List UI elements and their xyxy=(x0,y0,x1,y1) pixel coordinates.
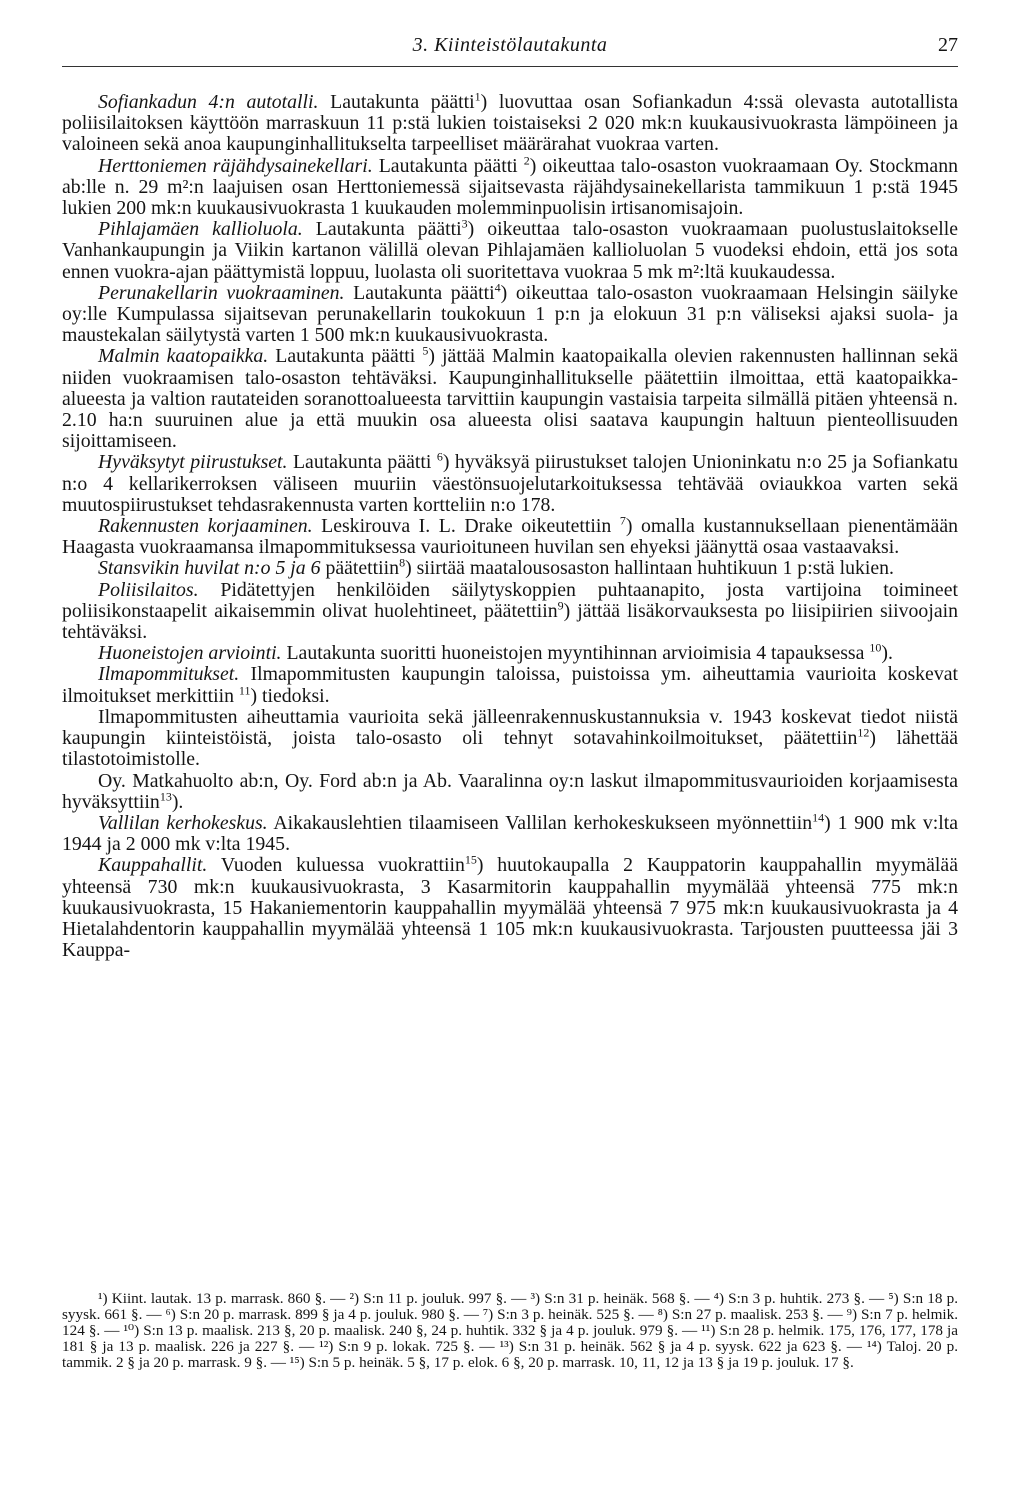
paragraph xyxy=(62,664,958,706)
paragraph-text-rest: ) lähettää tilastotoimistolle. xyxy=(62,727,958,771)
body-text xyxy=(62,89,958,962)
footnote-ref: 12 xyxy=(857,725,870,740)
paragraph-title: Kauppahallit. xyxy=(98,854,208,877)
paragraph xyxy=(62,513,958,559)
footnote-ref: 13 xyxy=(159,789,172,804)
paragraph xyxy=(62,89,958,156)
paragraph-text: Lautakunta päätti xyxy=(268,345,423,368)
paragraph-title: Stansvikin huvilat n:o 5 ja 6 xyxy=(98,557,321,580)
paragraph-text-rest: ). xyxy=(171,790,184,813)
paragraph-text: Ilmapommitusten aiheuttamia vaurioita sekä jälleenrakennuskustannuksia v. 1943 koskevat tiedot niistä kaupungin kiinteistöistä, joista talo-osasto oli tehnyt sotavahinkoilmoitukset, päätettiin xyxy=(62,705,958,750)
paragraph-title: Malmin kaatopaikka. xyxy=(98,345,269,368)
paragraph-text: Oy. Matkahuolto ab:n, Oy. Ford ab:n ja Ab. Vaaralinna oy:n laskut ilmapommitusvaurioiden korjaamisesta hyväksyttiin xyxy=(62,769,958,813)
paragraph-text-rest: ) hyväksyä piirustukset talojen Unioninkatu n:o 25 ja Sofiankatu n:o 4 kellarikerroksen väliseen muuriin väestönsuojelutarkoituksessa tehtävää oviaukkoa varten sekä muutospiirustukset tehdasrakennusta varten kortteliin n:o 178. xyxy=(62,451,958,516)
paragraph-text-rest: ) 1 900 mk v:lta 1944 ja 2 000 mk v:lta 1945. xyxy=(62,811,958,856)
paragraph-text: Vuoden kuluessa vuokrattiin xyxy=(207,854,465,877)
footnote-ref: 10 xyxy=(869,640,882,655)
paragraph xyxy=(62,280,958,347)
paragraph-text-rest: ) jättää lisäkorvauksesta po liisipiirien siivoojain tehtäväksi. xyxy=(62,599,958,644)
paragraph xyxy=(62,852,958,962)
footnote-ref: 2 xyxy=(523,153,530,168)
page-header xyxy=(62,34,958,64)
paragraph-title: Vallilan kerhokeskus. xyxy=(98,811,268,834)
paragraph xyxy=(62,771,958,813)
footnote-ref: 7 xyxy=(619,513,626,528)
paragraph-title: Rakennusten korjaaminen. xyxy=(98,515,313,538)
paragraph xyxy=(62,640,958,665)
paragraph-text: Lautakunta päätti xyxy=(372,154,524,177)
footnote-ref: 3 xyxy=(461,216,468,231)
paragraph-title: Pihlajamäen kallioluola. xyxy=(98,218,303,241)
paragraph-title: Poliisilaitos. xyxy=(98,578,199,601)
footnote-ref: 8 xyxy=(399,555,406,570)
paragraph-text: Lautakunta päätti xyxy=(318,91,475,113)
paragraph-title: Huoneistojen arviointi. xyxy=(98,642,282,665)
paragraph xyxy=(62,555,958,580)
paragraph-text-rest: ) jättää Malmin kaatopaikalla olevien rakennusten hallinnan sekä niiden vuokraamisen talo-osaston tehtäväksi. Kaupunginhallitukselle päätettiin ilmoittaa, että kaatopaikka-alueesta ja valtion rautateiden soranottoalueesta tarvittiin kaupungin vastaisia tarpeita silmällä pitäen yhteensä n. 2.10 ha:n suuruinen alue ja että muukin osa alueesta olisi saatava kaupungin haltuun pienteollisuuden sijoittamiseen. xyxy=(62,345,958,453)
paragraph xyxy=(62,707,958,771)
paragraph xyxy=(62,343,958,453)
paragraph xyxy=(62,153,958,220)
paragraph-text-rest: ). xyxy=(881,642,893,665)
paragraph-title: Hyväksytyt piirustukset. xyxy=(98,451,288,474)
footnotes-text: ¹) Kiint. lautak. 13 p. marrask. 860 §. — ²) S:n 11 p. jouluk. 997 §. — ³) S:n 31 p. heinäk. 568 §. — ⁴) S:n 3 p. huhtik. 273 §. — ⁵) S:n 18 p. syysk. 661 §. — ⁶) S:n 20 p. marrask. 899 § ja 4 p. jouluk. 980 §. — ⁷) S:n 3 p. heinäk. 525 §. — ⁸) S:n 27 p. maalisk. 253 §. — ⁹) S:n 7 p. helmik. 124 §. — ¹⁰) S:n 13 p. maalisk. 213 §, 20 p. maalisk. 240 §, 24 p. huhtik. 332 § ja 4 p. jouluk. 979 §. — ¹¹) S:n 28 p. helmik. 175, 176, 177, 178 ja 181 § ja 13 p. maalisk. 226 ja 227 §. — ¹²) S:n 9 p. lokak. 725 §. — ¹³) S:n 31 p. heinäk. 562 § ja 4 p. syysk. 622 ja 623 §. — ¹⁴) Taloj. 20 p. tammik. 2 § ja 20 p. marrask. 9 §. — ¹⁵) S:n 5 p. heinäk. 5 §, 17 p. elok. 6 §, 20 p. marrask. 10, 11, 12 ja 13 § ja 19 p. jouluk. 17 §. xyxy=(62,1290,958,1372)
paragraph-text-rest: ) huutokaupalla 2 Kauppatorin kauppahallin myymälää yhteensä 730 mk:n kuukausivuokrasta, 3 Kasarmitorin kauppahallin myymälää yhteensä 775 mk:n kuukausivuokrasta, 15 Hakaniementorin kauppahallin myymälää yhteensä 7 975 mk:n kuukausivuokrasta ja 4 Hietalahdentorin kauppahallin myymälää yhteensä 1 105 mk:n kuukausivuokrasta. Tarjousten puutteessa jäi 3 Kauppa- xyxy=(62,854,958,962)
paragraph-text-rest: ) tiedoksi. xyxy=(250,684,330,707)
paragraph-text: päätettiin xyxy=(320,557,400,580)
footnote-ref: 1 xyxy=(474,89,481,104)
paragraph-text-rest: ) luovuttaa osan Sofiankadun 4:ssä olevasta autotallista poliisilaitoksen käyttöön marraskuun 11 p:stä lukien toistaiseksi 2 020 mk:n kuukausivuokrasta lämpöineen ja valoineen sekä anoa kaupunginhallitukselta tarpeelliset määrärahat vuokraa varten. xyxy=(62,91,958,156)
paragraph-text: Lautakunta päätti xyxy=(287,451,437,474)
paragraph-text: Lautakunta päätti xyxy=(344,281,495,304)
paragraph-text: Aikakauslehtien tilaamiseen Vallilan kerhokeskukseen myönnettiin xyxy=(267,811,813,834)
paragraph-text: Lautakunta päätti xyxy=(302,218,462,241)
paragraph-title: Ilmapommitukset. xyxy=(98,663,240,686)
paragraph xyxy=(62,810,958,856)
paragraph-title: Herttoniemen räjähdysainekellari. xyxy=(98,154,373,177)
paragraph-text-rest: ) omalla kustannuksellaan pienentämään Haagasta vuokraamansa ilmapommituksessa vaurioituneen huvilan sen ehyeksi jäänyttä osaa vastaavaksi. xyxy=(62,515,958,559)
paragraph-title: Perunakellarin vuokraaminen. xyxy=(98,281,345,304)
footnote-ref: 9 xyxy=(557,598,564,613)
page-number: 27 xyxy=(938,34,958,56)
footnote-ref: 11 xyxy=(238,683,251,698)
paragraph-text-rest: ) oikeuttaa talo-osaston vuokraamaan Oy. Stockmann ab:lle n. 29 m²:n laajuisen osan Herttoniemessä sijaitsevasta räjähdysainekellarista tammikuun 1 p:stä 1945 lukien 200 mk:n kuukausivuokrasta 1 kuukauden molemminpuolisin irtisanomisajoin. xyxy=(62,154,958,220)
paragraph xyxy=(62,216,958,283)
footnote-ref: 14 xyxy=(812,810,825,825)
paragraph-text: Leskirouva I. L. Drake oikeutettiin xyxy=(312,515,620,538)
paragraph-text: Lautakunta suoritti huoneistojen myyntihinnan arvioimisia 4 tapauksessa xyxy=(281,642,870,665)
footnote-ref: 6 xyxy=(436,449,443,464)
footnote-ref: 5 xyxy=(422,343,429,358)
paragraph-title: Sofiankadun 4:n autotalli. xyxy=(98,91,319,113)
paragraph xyxy=(62,449,958,516)
footnote-ref: 4 xyxy=(494,280,501,295)
paragraph-text-rest: ) oikeuttaa talo-osaston vuokraamaan Helsingin säilyke oy:lle Kumpulassa sijaitsevan perunakellarin toukokuun 1 p:n ja elokuun 31 p:n väliseksi ajaksi suola- ja maustekalan säilytystä varten 1 500 mk:n kuukausivuokrasta. xyxy=(62,281,958,347)
paragraph-text-rest: ) oikeuttaa talo-osaston vuokraamaan puolustuslaitokselle Vanhankaupungin ja Viikin kartanon välillä olevan Pihlajamäen kallioluolan 5 vuodeksi ehdoin, että jos sota ennen vuokra-ajan päättymistä loppuu, luolasta oli suoritettava vuokraa 5 mk m²:ltä kuukaudessa. xyxy=(62,218,958,283)
footnote-ref: 15 xyxy=(464,852,477,867)
paragraph xyxy=(62,580,958,644)
header-rule xyxy=(62,66,958,67)
paragraph-text: Ilmapommitusten kaupungin taloissa, puistoissa ym. aiheuttamia vaurioita koskevat ilmoitukset merkittiin xyxy=(62,663,958,707)
section-title: 3. Kiinteistölautakunta xyxy=(412,34,608,56)
paragraph-text: Pidätettyjen henkilöiden säilytyskoppien puhtaanapito, josta vartijoina toimineet poliisikonstaapelit aikaisemmin olivat huolehtineet, päätettiin xyxy=(62,578,958,622)
footnotes xyxy=(62,1291,958,1371)
paragraph-text-rest: ) siirtää maatalousosaston hallintaan huhtikuun 1 p:stä lukien. xyxy=(405,557,895,580)
